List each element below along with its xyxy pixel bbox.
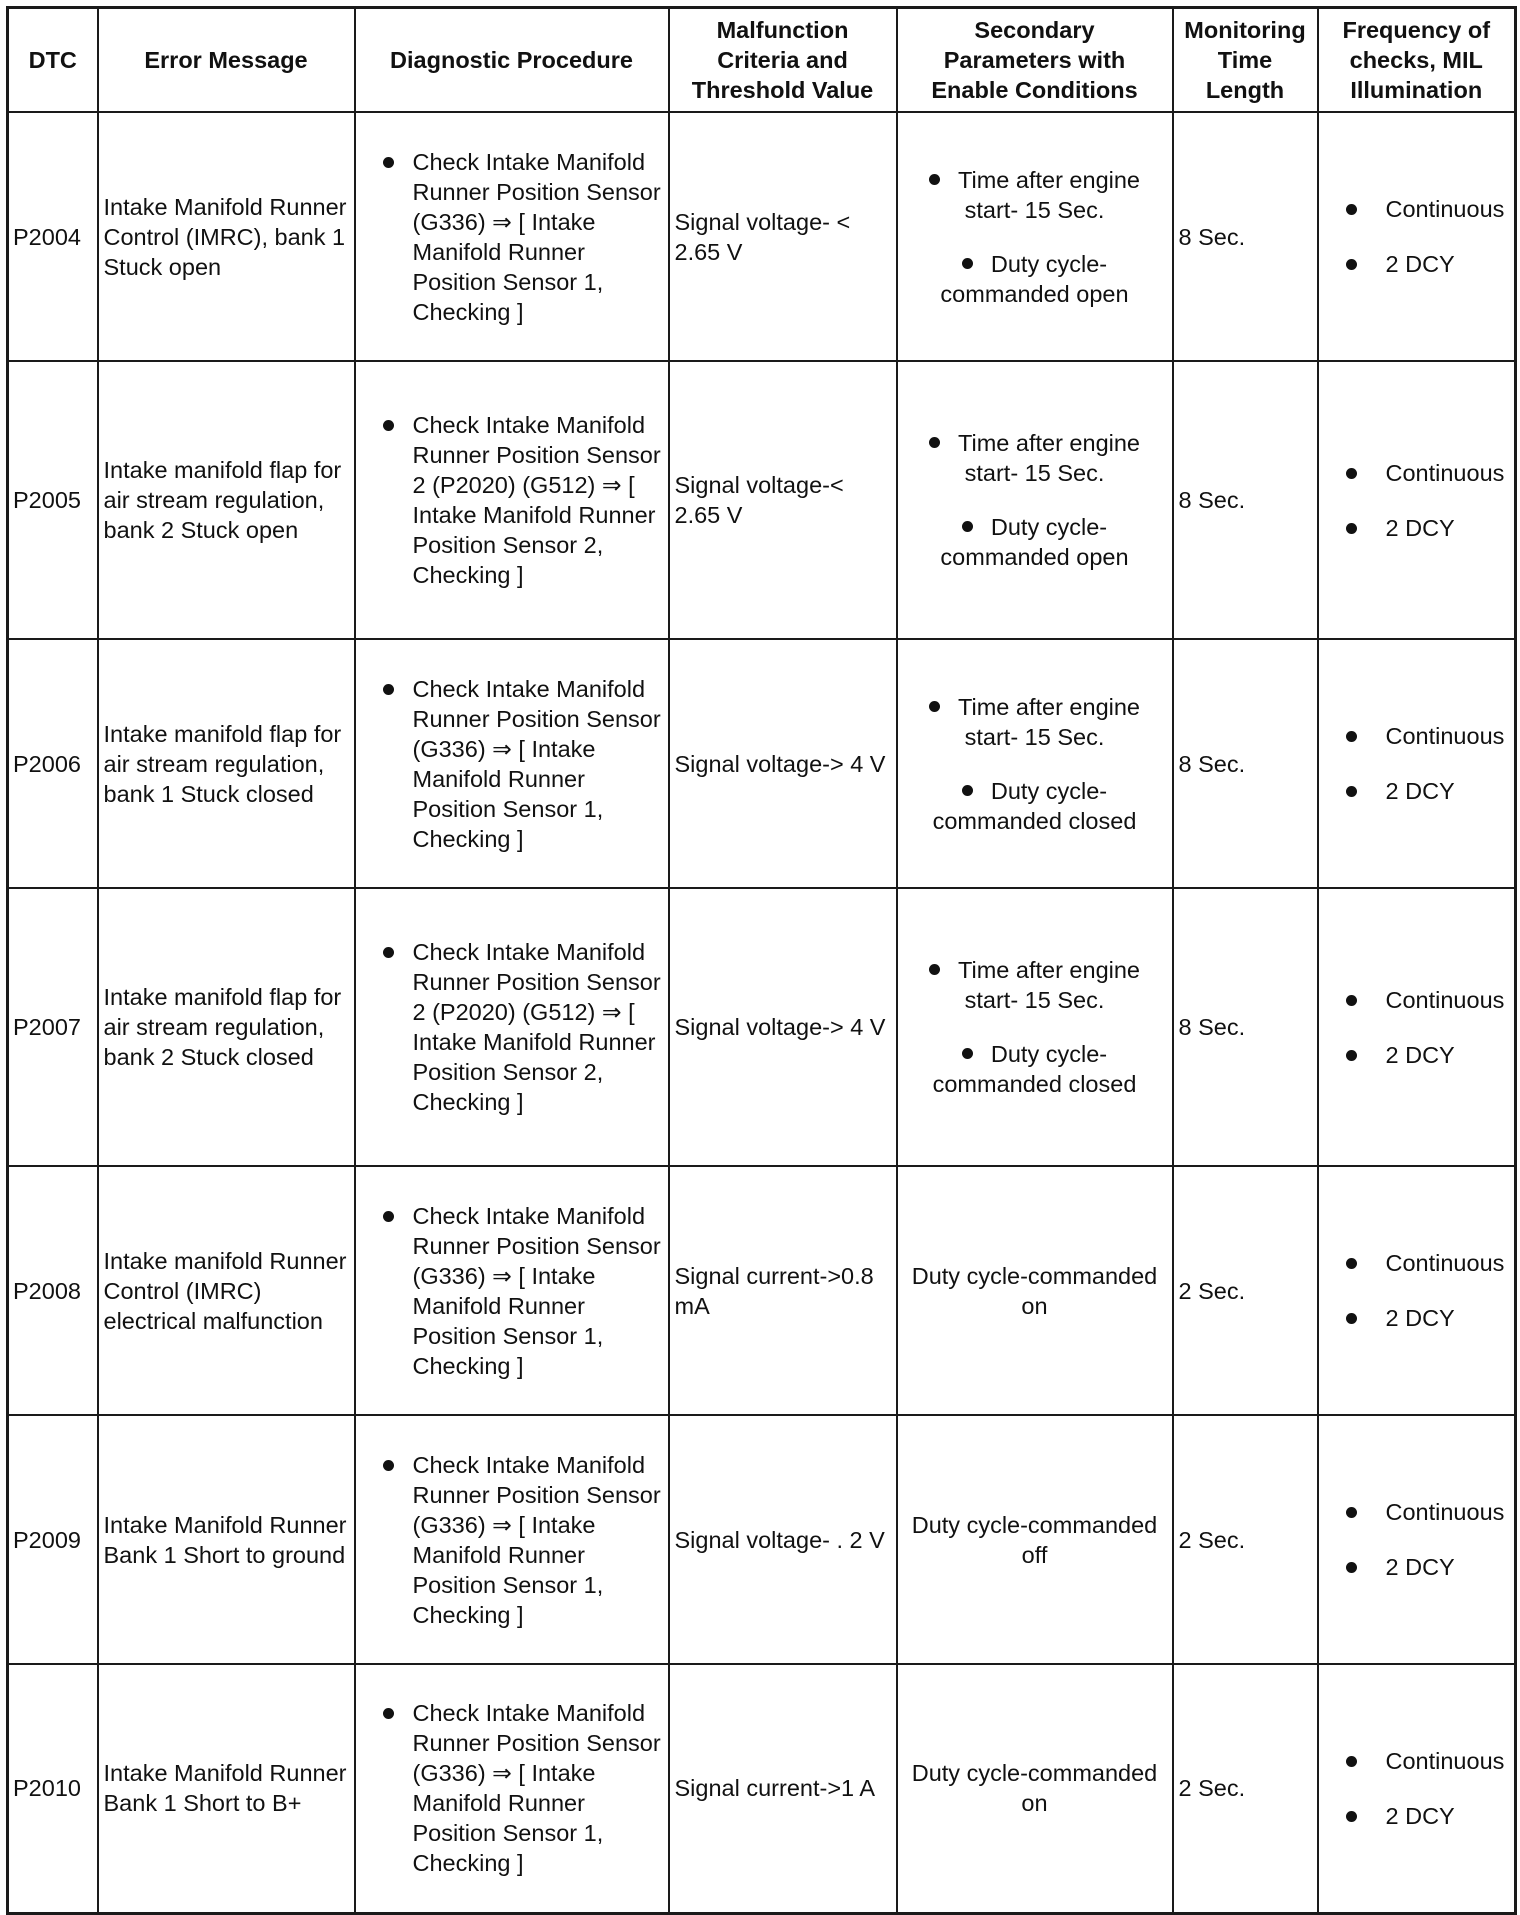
monitoring-time: 8 Sec.: [1173, 112, 1318, 361]
diagnostic-procedure: [355, 1664, 669, 1913]
frequency-mil: [1318, 1166, 1516, 1415]
monitoring-time: 2 Sec.: [1173, 1166, 1318, 1415]
bullet-icon: [929, 437, 940, 448]
frequency-item: [1342, 458, 1510, 488]
header-diagnostic-procedure: [355, 8, 669, 113]
frequency-text: Continuous: [1385, 986, 1505, 1013]
header-row: [8, 8, 1516, 113]
diagnostic-procedure: [355, 361, 669, 639]
secondary-parameters: [897, 112, 1173, 361]
header-dtc: [8, 8, 98, 113]
frequency-text: Continuous: [1385, 1499, 1505, 1525]
monitoring-time: 8 Sec.: [1173, 361, 1318, 639]
secondary-parameter-text: Duty cycle-commanded closed: [932, 1041, 1137, 1097]
secondary-parameter-item: [903, 512, 1167, 572]
frequency-mil: [1318, 112, 1516, 361]
secondary-parameter-text: Duty cycle-commanded open: [940, 514, 1129, 570]
diagnostic-procedure-text: Check Intake Manifold Runner Position Sensor (G336) ⇒ [ Intake Manifold Runner Position Sensor 1, Checking ]: [412, 675, 661, 852]
frequency-text: 2 DCY: [1385, 1802, 1455, 1829]
bullet-icon: [929, 964, 940, 975]
secondary-parameters: [897, 1415, 1173, 1664]
frequency-text: 2 DCY: [1385, 251, 1455, 277]
frequency-text: Continuous: [1385, 1250, 1505, 1276]
table-row-p2009: [8, 1415, 1516, 1664]
malfunction-criteria: Signal voltage-< 2.65 V: [669, 361, 897, 639]
bullet-icon: [1346, 995, 1357, 1006]
malfunction-criteria: Signal voltage- . 2 V: [669, 1415, 897, 1664]
dtc-code: P2005: [8, 361, 98, 639]
secondary-parameter-text: Time after engine start- 15 Sec.: [958, 166, 1140, 223]
bullet-icon: [929, 174, 940, 185]
header-line: Illumination: [1350, 77, 1483, 103]
diagnostic-procedure-text: Check Intake Manifold Runner Position Sensor (G336) ⇒ [ Intake Manifold Runner Position Sensor 1, Checking ]: [412, 148, 661, 325]
bullet-icon: [383, 1708, 394, 1719]
bullet-icon: [962, 521, 973, 532]
bullet-icon: [1346, 468, 1357, 479]
header-line: Time: [1217, 47, 1273, 73]
secondary-parameter-item: [903, 428, 1167, 488]
bullet-icon: [1346, 1507, 1357, 1518]
secondary-parameter-item: [903, 1039, 1167, 1099]
error-message: Intake Manifold Runner Bank 1 Short to B+: [98, 1664, 355, 1913]
malfunction-criteria: Signal current->0.8 mA: [669, 1166, 897, 1415]
secondary-parameter-text: Time after engine start- 15 Sec.: [958, 430, 1140, 486]
secondary-parameter-text: Duty cycle-commanded open: [940, 250, 1129, 307]
dtc-code: P2006: [8, 639, 98, 888]
monitoring-time: 2 Sec.: [1173, 1664, 1318, 1913]
frequency-item: [1342, 249, 1510, 279]
frequency-item: [1342, 1040, 1510, 1070]
secondary-parameter-text: Duty cycle-commanded on: [911, 1760, 1158, 1817]
table-row-p2010: [8, 1664, 1516, 1913]
diagnostic-procedure-text: Check Intake Manifold Runner Position Sensor 2 (P2020) (G512) ⇒ [ Intake Manifold Runner Position Sensor 2, Checking ]: [412, 412, 661, 588]
error-message: Intake manifold flap for air stream regulation, bank 2 Stuck open: [98, 361, 355, 639]
header-line: Malfunction: [716, 17, 849, 43]
bullet-icon: [962, 1048, 973, 1059]
bullet-icon: [962, 785, 973, 796]
diagnostic-procedure-text: Check Intake Manifold Runner Position Sensor (G336) ⇒ [ Intake Manifold Runner Position Sensor 1, Checking ]: [412, 1700, 661, 1877]
header-line: Criteria and: [717, 47, 848, 73]
secondary-parameters: [897, 361, 1173, 639]
header-line: Enable Conditions: [931, 77, 1138, 103]
bullet-icon: [1346, 786, 1357, 797]
table-row-p2006: [8, 639, 1516, 888]
bullet-icon: [383, 1211, 394, 1222]
secondary-parameter-item: [903, 955, 1167, 1015]
monitoring-time: 8 Sec.: [1173, 639, 1318, 888]
secondary-parameter-item: [903, 165, 1167, 225]
error-message: Intake manifold flap for air stream regulation, bank 1 Stuck closed: [98, 639, 355, 888]
frequency-item: [1342, 1552, 1510, 1582]
table-row-p2008: [8, 1166, 1516, 1415]
bullet-icon: [1346, 523, 1357, 534]
frequency-text: 2 DCY: [1385, 1305, 1455, 1331]
secondary-parameter-text: Duty cycle-commanded on: [911, 1262, 1158, 1319]
header-line: Length: [1205, 77, 1285, 103]
frequency-item: [1342, 985, 1510, 1015]
header-line: checks, MIL: [1349, 47, 1483, 73]
error-message: Intake Manifold Runner Bank 1 Short to ground: [98, 1415, 355, 1664]
header-line: Frequency of: [1342, 17, 1491, 43]
dtc-code: P2008: [8, 1166, 98, 1415]
dtc-code: P2010: [8, 1664, 98, 1913]
monitoring-time: 8 Sec.: [1173, 888, 1318, 1166]
malfunction-criteria: Signal voltage-> 4 V: [669, 888, 897, 1166]
frequency-text: Continuous: [1385, 1747, 1505, 1774]
frequency-text: Continuous: [1385, 459, 1505, 486]
bullet-icon: [1346, 1756, 1357, 1767]
bullet-icon: [1346, 1562, 1357, 1573]
header-monitoring-time: [1173, 8, 1318, 113]
diagnostic-procedure: [355, 112, 669, 361]
frequency-item: [1342, 721, 1510, 751]
error-message: Intake manifold Runner Control (IMRC) electrical malfunction: [98, 1166, 355, 1415]
bullet-icon: [1346, 1811, 1357, 1822]
frequency-item: [1342, 513, 1510, 543]
secondary-parameters: [897, 1166, 1173, 1415]
secondary-parameters: [897, 639, 1173, 888]
frequency-mil: [1318, 361, 1516, 639]
diagnostic-procedure: [355, 639, 669, 888]
secondary-parameter-item: [903, 249, 1167, 309]
secondary-parameter-text: Duty cycle-commanded closed: [932, 777, 1137, 834]
table-row-p2007: [8, 888, 1516, 1166]
frequency-item: [1342, 1801, 1510, 1831]
bullet-icon: [383, 157, 394, 168]
frequency-text: Continuous: [1385, 723, 1505, 749]
frequency-text: 2 DCY: [1385, 778, 1455, 804]
header-error-message: [98, 8, 355, 113]
bullet-icon: [962, 258, 973, 269]
bullet-icon: [929, 701, 940, 712]
header-frequency: [1318, 8, 1516, 113]
diagnostic-procedure: [355, 1166, 669, 1415]
header-malfunction-criteria: [669, 8, 897, 113]
header-line: Threshold Value: [691, 77, 874, 103]
header-line: Monitoring: [1184, 17, 1306, 43]
dtc-code: P2007: [8, 888, 98, 1166]
malfunction-criteria: Signal voltage-> 4 V: [669, 639, 897, 888]
bullet-icon: [1346, 731, 1357, 742]
frequency-item: [1342, 1746, 1510, 1776]
frequency-item: [1342, 1303, 1510, 1333]
frequency-mil: [1318, 1415, 1516, 1664]
bullet-icon: [1346, 259, 1357, 270]
secondary-parameter-text: Duty cycle-commanded off: [911, 1511, 1158, 1568]
dtc-table: [6, 6, 1517, 1915]
diagnostic-procedure: [355, 1415, 669, 1664]
bullet-icon: [383, 947, 394, 958]
secondary-parameter-item: [903, 776, 1167, 836]
bullet-icon: [383, 420, 394, 431]
error-message: Intake Manifold Runner Control (IMRC), bank 1 Stuck open: [98, 112, 355, 361]
bullet-icon: [1346, 1258, 1357, 1269]
frequency-text: 2 DCY: [1385, 1041, 1455, 1068]
dtc-code: P2009: [8, 1415, 98, 1664]
bullet-icon: [383, 1460, 394, 1471]
frequency-item: [1342, 1248, 1510, 1278]
diagnostic-procedure-text: Check Intake Manifold Runner Position Sensor 2 (P2020) (G512) ⇒ [ Intake Manifold Runner Position Sensor 2, Checking ]: [412, 939, 661, 1115]
dtc-code: P2004: [8, 112, 98, 361]
malfunction-criteria: Signal current->1 A: [669, 1664, 897, 1913]
monitoring-time: 2 Sec.: [1173, 1415, 1318, 1664]
header-line: Diagnostic Procedure: [390, 47, 633, 73]
header-secondary-parameters: [897, 8, 1173, 113]
secondary-parameter-text: Time after engine start- 15 Sec.: [958, 693, 1140, 750]
frequency-mil: [1318, 888, 1516, 1166]
frequency-text: 2 DCY: [1385, 514, 1455, 541]
header-line: DTC: [28, 47, 77, 73]
frequency-mil: [1318, 639, 1516, 888]
frequency-text: Continuous: [1385, 196, 1505, 222]
secondary-parameter-item: [903, 692, 1167, 752]
bullet-icon: [1346, 1313, 1357, 1324]
secondary-parameters: [897, 888, 1173, 1166]
table-row-p2005: [8, 361, 1516, 639]
malfunction-criteria: Signal voltage- < 2.65 V: [669, 112, 897, 361]
error-message: Intake manifold flap for air stream regulation, bank 2 Stuck closed: [98, 888, 355, 1166]
secondary-parameter-text: Time after engine start- 15 Sec.: [958, 957, 1140, 1013]
dtc-document: [6, 6, 1514, 1915]
table-row-p2004: [8, 112, 1516, 361]
bullet-icon: [383, 684, 394, 695]
header-line: Parameters with: [943, 47, 1126, 73]
bullet-icon: [1346, 1050, 1357, 1061]
diagnostic-procedure-text: Check Intake Manifold Runner Position Sensor (G336) ⇒ [ Intake Manifold Runner Position Sensor 1, Checking ]: [412, 1202, 661, 1379]
frequency-item: [1342, 776, 1510, 806]
diagnostic-procedure-text: Check Intake Manifold Runner Position Sensor (G336) ⇒ [ Intake Manifold Runner Position Sensor 1, Checking ]: [412, 1451, 661, 1628]
frequency-item: [1342, 194, 1510, 224]
frequency-item: [1342, 1497, 1510, 1527]
bullet-icon: [1346, 204, 1357, 215]
secondary-parameters: [897, 1664, 1173, 1913]
frequency-text: 2 DCY: [1385, 1554, 1455, 1580]
diagnostic-procedure: [355, 888, 669, 1166]
frequency-mil: [1318, 1664, 1516, 1913]
header-line: Error Message: [144, 47, 308, 73]
header-line: Secondary: [974, 17, 1095, 43]
table-body: [8, 112, 1516, 1913]
